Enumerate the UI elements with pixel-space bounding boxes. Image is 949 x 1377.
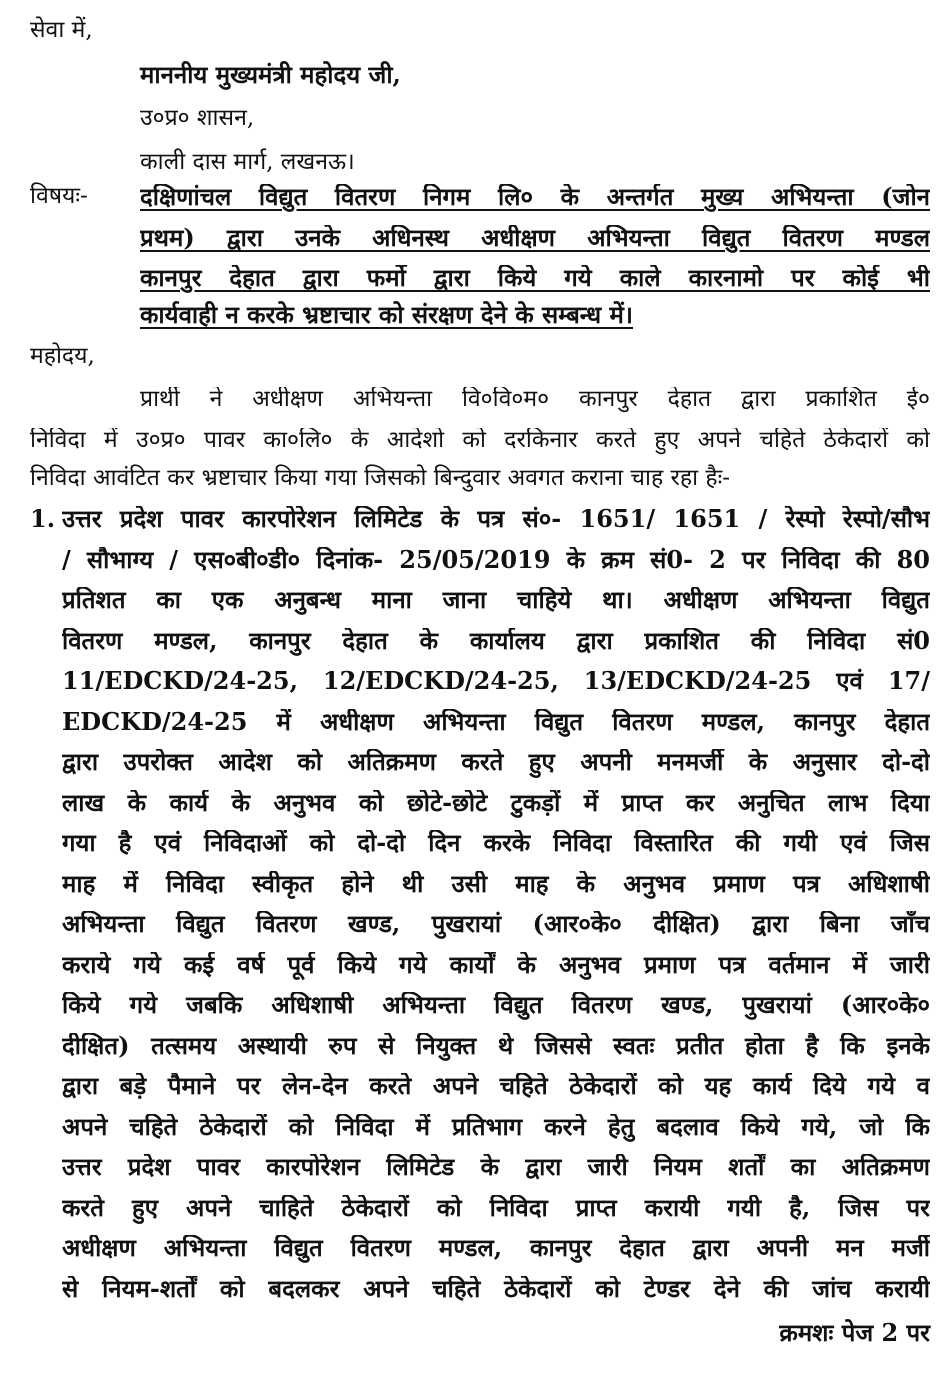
subject-label: विषयः-: [30, 183, 88, 209]
subject-line-3: कानपुर देहात द्वारा फर्मो द्वारा किये गये काले कारनामो पर कोई भी: [140, 265, 930, 292]
point-1-line: किये गये जबकि अधिशाषी अभियन्ता विद्युत वितरण खण्ड, पुखरायां (आर०के०: [62, 992, 930, 1019]
intro-line-3: निविदा आवंटित कर भ्रष्टाचार किया गया जिसको बिन्दुवार अवगत कराना चाह रहा हैः-: [30, 465, 730, 491]
point-1-line: माह में निविदा स्वीकृत होने थी उसी माह के अनुभव प्रमाण पत्र अधिशाषी: [62, 870, 930, 898]
point-1-line: द्वारा बड़े पैमाने पर लेन-देन करते अपने चहिते ठेकेदारों को यह कार्य दिये गये व: [62, 1073, 930, 1100]
point-1-line: लाख के कार्य के अनुभव को छोटे-छोटे टुकड़ों में प्राप्त कर अनुचित लाभ दिया: [62, 789, 930, 817]
point-1-line: गया है एवं निविदाओं को दो-दो दिन करके निविदा विस्तारित की गयी एवं जिस: [62, 830, 930, 857]
point-1-line: द्वारा उपरोक्त आदेश को अतिक्रमण करते हुए अपनी मनमर्जी के अनुसार दो-दो: [62, 749, 930, 776]
salutation-to: सेवा में,: [30, 17, 93, 43]
point-1-line: EDCKD/24-25 में अधीक्षण अभियन्ता विद्युत वितरण मण्डल, कानपुर देहात: [62, 708, 930, 736]
addressee-address: काली दास मार्ग, लखनऊ।: [140, 149, 355, 175]
addressee-office: उ०प्र० शासन,: [140, 105, 255, 131]
point-1-line: करते हुए अपने चाहिते ठेकेदारों को निविदा प्राप्त करायी गयी है, जिस पर: [62, 1194, 930, 1222]
subject-line-1: दक्षिणांचल विद्युत वितरण निगम लि० के अन्तर्गत मुख्य अभियन्ता (जोन: [140, 184, 930, 211]
point-1-line: से नियम-शर्तों को बदलकर अपने चहिते ठेकेदारों को टेण्डर देने की जांच करायी: [62, 1275, 930, 1303]
point-1-line: अपने चहिते ठेकेदारों को निविदा में प्रतिभाग करने हेतु बदलाव किये गये, जो कि: [62, 1113, 930, 1141]
point-1-line: अधीक्षण अभियन्ता विद्युत वितरण मण्डल, कानपुर देहात द्वारा अपनी मन मर्जी: [62, 1235, 930, 1262]
continued-note: क्रमशः पेज 2 पर: [779, 1318, 930, 1347]
addressee-name: माननीय मुख्यमंत्री महोदय जी,: [140, 60, 401, 89]
point-1-line: उत्तर प्रदेश पावर कारपोरेशन लिमिटेड के पत्र सं०- 1651/ 1651 / रेस्पो रेस्पो/सौभ: [62, 506, 930, 533]
point-1-line: प्रतिशत का एक अनुबन्ध माना जाना चाहिये था। अधीक्षण अभियन्ता विद्युत: [62, 587, 930, 614]
point-1-line: अभियन्ता विद्युत वितरण खण्ड, पुखरायां (आर०के० दीक्षित) द्वारा बिना जाँच: [62, 911, 930, 938]
point-1-line: उत्तर प्रदेश पावर कारपोरेशन लिमिटेड के द्वारा जारी नियम शर्तों का अतिक्रमण: [62, 1154, 930, 1181]
point-1-line: वितरण मण्डल, कानपुर देहात के कार्यालय द्वारा प्रकाशित की निविदा सं0: [62, 627, 930, 655]
subject-line-2: प्रथम) द्वारा उनके अधिनस्थ अधीक्षण अभियन्ता विद्युत वितरण मण्डल: [140, 225, 930, 252]
greeting: महोदय,: [30, 343, 95, 369]
point-number: 1.: [30, 504, 56, 533]
point-1-line: / सौभाग्य / एस०बी०डी० दिनांक- 25/05/2019 के क्रम सं0- 2 पर निविदा की 80: [62, 546, 930, 574]
point-1-line: दीक्षित) तत्समय अस्थायी रुप से नियुक्त थे जिससे स्वतः प्रतीत होता है कि इनके: [62, 1032, 930, 1060]
intro-line-1: प्रार्थी ने अधीक्षण अभियन्ता वि०वि०म० कानपुर देहात द्वारा प्रकाशित ई०: [140, 387, 930, 412]
point-1-line: 11/EDCKD/24-25, 12/EDCKD/24-25, 13/EDCKD/24-25 एवं 17/: [62, 668, 930, 695]
intro-line-2: निविदा में उ०प्र० पावर का०लि० के आदेशो को दरकिनार करते हुए अपने चहिते ठेकेदारों को: [30, 428, 930, 453]
point-1-line: कराये गये कई वर्ष पूर्व किये गये कार्यों के अनुभव प्रमाण पत्र वर्तमान में जारी: [62, 951, 930, 979]
subject-line-4: कार्यवाही न करके भ्रष्टाचार को संरक्षण देने के सम्बन्ध में।: [140, 300, 633, 329]
